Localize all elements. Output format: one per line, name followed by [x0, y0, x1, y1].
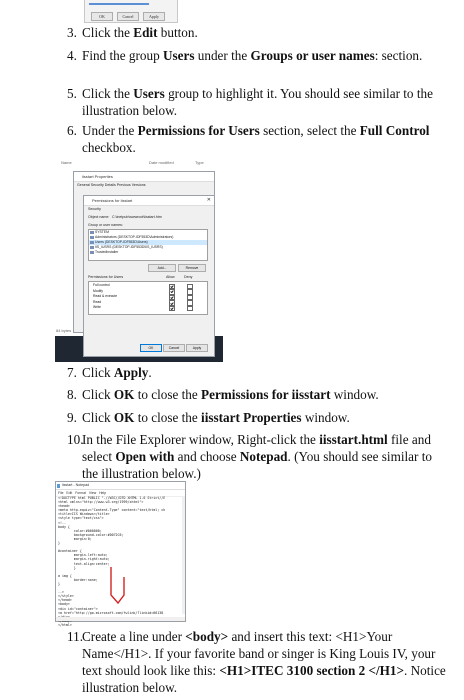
step-number: 7.: [67, 365, 77, 380]
permission-row: [89, 283, 207, 288]
step-text: Create a line under <body> and insert this text: <H1>Your Name</H1>. If your favorite band or singer is King Louis IV, your text should look like this: <H1>ITEC 3100 section 2 </H1>. Notice illustration below.: [82, 629, 446, 695]
step-10: [68, 431, 448, 482]
permission-row: [89, 305, 207, 310]
remove-button[interactable]: Remove: [178, 264, 206, 272]
permission-row: [89, 300, 207, 305]
dialog-link[interactable]: [89, 3, 149, 5]
permission-row: [89, 289, 207, 294]
properties-tabs[interactable]: General Security Details Previous Versions: [77, 183, 146, 187]
permissions-title-text: Permissions for iisstart: [92, 198, 133, 203]
group-name: SYSTEM: [95, 230, 109, 234]
horizontal-scrollbar[interactable]: [56, 617, 185, 621]
permissions-screenshot: [55, 158, 223, 362]
step-number: 4.: [67, 48, 77, 63]
security-tab[interactable]: Security: [88, 207, 101, 211]
col-date: Date modified: [149, 160, 174, 165]
step-text: Under the Permissions for Users section, select the Full Control checkbox.: [82, 123, 430, 155]
step-3: [68, 24, 448, 41]
red-annotation-marker: [108, 565, 128, 605]
cropped-dialog: [84, 0, 178, 23]
step-text: Click the Edit button.: [82, 25, 198, 40]
apply-button[interactable]: Apply: [143, 12, 165, 21]
user-group-icon: [90, 246, 94, 249]
group-name: TrustedInstaller: [95, 250, 119, 254]
user-group-icon: [90, 251, 94, 254]
properties-title-text: iisstart Properties: [82, 174, 113, 179]
group-list-item[interactable]: [89, 250, 207, 255]
group-name: Administrators (DESKTOP-IDF553D\Administrators): [95, 235, 174, 239]
object-name-label: Object name:: [88, 215, 110, 219]
step-number: 5.: [67, 86, 77, 101]
allow-header: Allow: [166, 275, 175, 279]
permission-name: Read & execute: [93, 294, 118, 299]
step-5: [68, 85, 448, 119]
step-8: [68, 386, 448, 403]
permissions-titlebar: [84, 196, 214, 206]
permission-row: [89, 294, 207, 299]
properties-title: [74, 172, 214, 182]
vertical-scrollbar[interactable]: [182, 496, 185, 614]
apply-button[interactable]: Apply: [186, 344, 208, 352]
step-number: 6.: [67, 123, 77, 138]
group-name: Users (DESKTOP-IDF553D\Users): [95, 240, 148, 244]
ok-button[interactable]: OK: [91, 12, 113, 21]
notepad-titlebar: [56, 482, 185, 490]
step-text: Click OK to close the Permissions for iisstart window.: [82, 387, 379, 402]
step-text: In the File Explorer window, Right-click the iisstart.html file and select Open with and choose Notepad. (You should see similar to the illustration below.): [82, 432, 432, 481]
step-11: [68, 628, 448, 696]
notepad-menubar[interactable]: File Edit Format View Help: [56, 490, 185, 497]
step-text: Find the group Users under the Groups or user names: section.: [82, 48, 423, 63]
step-number: 11.: [67, 629, 83, 644]
user-group-icon: [90, 231, 94, 234]
permission-name: Write: [93, 305, 101, 310]
deny-checkbox[interactable]: [187, 306, 193, 312]
deny-header: Deny: [184, 275, 193, 279]
step-number: 9.: [67, 410, 77, 425]
step-number: 3.: [67, 25, 77, 40]
permission-name: Read: [93, 299, 102, 304]
group-list[interactable]: [88, 229, 208, 261]
step-number: 8.: [67, 387, 77, 402]
allow-checkbox[interactable]: [169, 306, 175, 312]
object-name-value: C:\inetpub\wwwroot\iisstart.htm: [112, 215, 162, 219]
file-size: 84 bytes: [56, 328, 72, 333]
permission-name: Full control: [93, 283, 110, 287]
groups-label: Group or user names:: [88, 223, 123, 227]
permission-name: Modify: [93, 288, 103, 293]
notepad-title: iisstart - Notepad: [62, 483, 90, 487]
permission-list: [88, 281, 208, 315]
step-9: [68, 409, 448, 426]
step-text: Click OK to close the iisstart Properties window.: [82, 410, 350, 425]
step-text: Click the Users group to highlight it. You should see similar to the illustration below.: [82, 86, 433, 118]
step-text: Click Apply.: [82, 365, 152, 380]
col-type: Type: [195, 160, 204, 165]
permissions-window: [83, 195, 215, 357]
group-name: IIS_IUSRS (DESKTOP-IDF553D\IIS_IUSRS): [95, 245, 163, 249]
step-4: [68, 47, 448, 64]
cancel-button[interactable]: Cancel: [163, 344, 185, 352]
step-number: 10.: [67, 432, 84, 447]
step-6: [68, 122, 448, 156]
permissions-for-label: Permissions for Users: [88, 275, 124, 279]
user-group-icon: [90, 236, 94, 239]
notepad-screenshot: [55, 481, 186, 627]
cancel-button[interactable]: Cancel: [117, 12, 139, 21]
notepad-icon: [57, 484, 60, 488]
col-name: Name: [61, 160, 72, 165]
ok-button[interactable]: OK: [140, 344, 162, 352]
notepad-text-area[interactable]: <!DOCTYPE html PUBLIC "-//W3C//DTD XHTML 1.0 Strict//E <html xmlns="http://www.w3.org/1999/xhtml"> <head> <meta http-equiv="Content-Type" content="text/html; ch <title>IIS Windows</title> <style type="text/css"> <!-- body { color:#000000; background-color:#0072C6; margin:0; } #container { margin-left:auto; margin-right:auto; text-align:center; } a img { border:none; } --> </style> </head> <body> <div id="container"> <a href="http://go.microsoft.com/fwlink/?linkid=66138 </html>: [58, 496, 166, 627]
close-icon[interactable]: ✕: [206, 197, 211, 203]
add-button[interactable]: Add...: [148, 264, 176, 272]
user-group-icon: [90, 241, 94, 244]
step-7: [68, 364, 448, 381]
